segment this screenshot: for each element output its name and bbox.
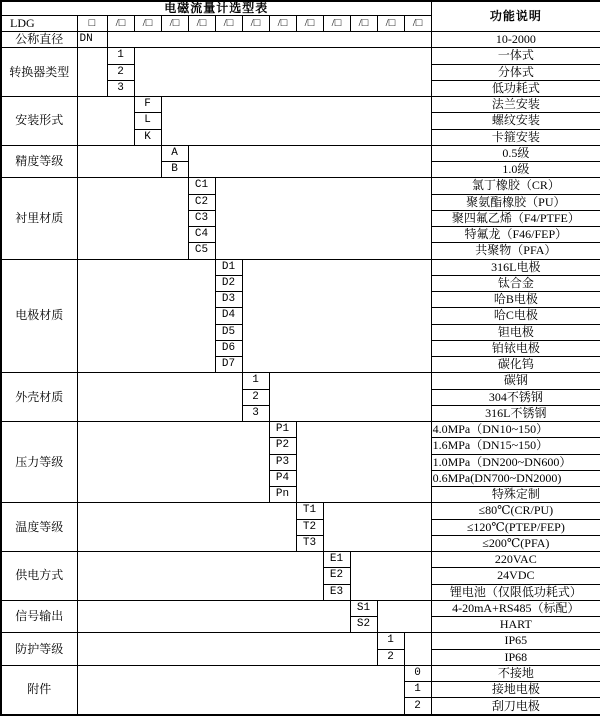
description-cell: HART	[431, 617, 600, 633]
code-cell: A	[161, 145, 188, 161]
code-slot: /□	[350, 16, 377, 32]
blank-area	[377, 600, 431, 633]
code-slot: /□	[161, 16, 188, 32]
code-slot: /□	[134, 16, 161, 32]
blank-area	[242, 259, 431, 373]
code-cell: 1	[377, 633, 404, 649]
code-cell: P3	[269, 454, 296, 470]
code-cell: B	[161, 162, 188, 178]
section-label: 精度等级	[1, 145, 77, 178]
description-cell: 碳钢	[431, 373, 600, 389]
description-cell: 法兰安装	[431, 97, 600, 113]
description-cell: 螺纹安装	[431, 113, 600, 129]
blank-area	[188, 145, 431, 178]
blank-area	[77, 633, 377, 666]
section-label: 转换器类型	[1, 48, 77, 97]
description-cell: 分体式	[431, 64, 600, 80]
description-cell: 低功耗式	[431, 80, 600, 96]
description-cell: 316L不锈钢	[431, 405, 600, 421]
code-slot: /□	[377, 16, 404, 32]
code-cell: C3	[188, 210, 215, 226]
code-cell: C4	[188, 227, 215, 243]
blank-area	[77, 178, 188, 259]
blank-area	[77, 145, 161, 178]
code-cell: D3	[215, 292, 242, 308]
blank-area	[107, 32, 431, 48]
code-cell: E3	[323, 584, 350, 600]
blank-area	[77, 48, 107, 97]
blank-area	[323, 503, 431, 552]
code-slot: /□	[242, 16, 269, 32]
description-cell: 聚氨酯橡胶（PU）	[431, 194, 600, 210]
code-slot: /□	[296, 16, 323, 32]
blank-area	[77, 600, 350, 633]
code-cell: S1	[350, 600, 377, 616]
section-label: 信号输出	[1, 600, 77, 633]
code-slot: /□	[107, 16, 134, 32]
code-cell: E1	[323, 552, 350, 568]
description-cell: 接地电极	[431, 682, 600, 698]
code-cell: F	[134, 97, 161, 113]
section-label: 温度等级	[1, 503, 77, 552]
description-cell: 卡箍安装	[431, 129, 600, 145]
table-title: 电磁流量计选型表	[1, 1, 431, 16]
code-cell: S2	[350, 617, 377, 633]
code-slot: /□	[269, 16, 296, 32]
base-code-slot: □	[77, 16, 107, 32]
description-cell: 刮刀电极	[431, 698, 600, 715]
description-cell: 304不锈钢	[431, 389, 600, 405]
section-label: 外壳材质	[1, 373, 77, 422]
code-cell: D7	[215, 357, 242, 373]
code-cell: C2	[188, 194, 215, 210]
description-cell: 24VDC	[431, 568, 600, 584]
code-cell: C1	[188, 178, 215, 194]
blank-area	[77, 97, 134, 146]
code-cell: 2	[107, 64, 134, 80]
blank-area	[77, 259, 215, 373]
code-cell: L	[134, 113, 161, 129]
code-cell: 2	[404, 698, 431, 715]
code-cell: P4	[269, 470, 296, 486]
description-cell: 特氟龙（F46/FEP）	[431, 227, 600, 243]
function-column-header: 功能说明	[431, 1, 600, 32]
description-cell: 10-2000	[431, 32, 600, 48]
blank-area	[296, 422, 431, 503]
blank-area	[77, 373, 242, 422]
description-cell: 1.6MPa（DN15~150）	[431, 438, 600, 454]
description-cell: 聚四氟乙烯（F4/PTFE）	[431, 210, 600, 226]
section-label: 安装形式	[1, 97, 77, 146]
section-label: 防护等级	[1, 633, 77, 666]
section-label: 衬里材质	[1, 178, 77, 259]
description-cell: 哈C电极	[431, 308, 600, 324]
section-label: 压力等级	[1, 422, 77, 503]
code-cell: 2	[242, 389, 269, 405]
code-cell: 1	[242, 373, 269, 389]
code-cell: P2	[269, 438, 296, 454]
code-cell: 0	[404, 665, 431, 681]
description-cell: 锂电池（仅限低功耗式）	[431, 584, 600, 600]
code-cell: 3	[107, 80, 134, 96]
description-cell: 4-20mA+RS485（标配）	[431, 600, 600, 616]
code-cell: DN	[77, 32, 107, 48]
code-cell: C5	[188, 243, 215, 259]
description-cell: 220VAC	[431, 552, 600, 568]
code-slot: /□	[323, 16, 350, 32]
description-cell: 氯丁橡胶（CR）	[431, 178, 600, 194]
description-cell: ≤80℃(CR/PU)	[431, 503, 600, 519]
description-cell: 哈B电极	[431, 292, 600, 308]
section-label: 电极材质	[1, 259, 77, 373]
code-cell: 3	[242, 405, 269, 421]
section-label: 公称直径	[1, 32, 77, 48]
code-slot: /□	[188, 16, 215, 32]
description-cell: 共聚物（PFA）	[431, 243, 600, 259]
section-label: 附件	[1, 665, 77, 715]
description-cell: 不接地	[431, 665, 600, 681]
description-cell: ≤120℃(PTEP/FEP)	[431, 519, 600, 535]
code-cell: 1	[107, 48, 134, 64]
description-cell: IP68	[431, 649, 600, 665]
code-slot: /□	[404, 16, 431, 32]
description-cell: IP65	[431, 633, 600, 649]
model-prefix: LDG	[1, 16, 77, 32]
description-cell: 铂铱电极	[431, 340, 600, 356]
description-cell: 钽电极	[431, 324, 600, 340]
description-cell: 钛合金	[431, 275, 600, 291]
blank-area	[350, 552, 431, 601]
code-cell: 1	[404, 682, 431, 698]
code-cell: E2	[323, 568, 350, 584]
code-cell: D5	[215, 324, 242, 340]
code-cell: K	[134, 129, 161, 145]
blank-area	[269, 373, 431, 422]
blank-area	[215, 178, 431, 259]
code-cell: Pn	[269, 487, 296, 503]
blank-area	[77, 503, 296, 552]
blank-area	[134, 48, 431, 97]
code-cell: P1	[269, 422, 296, 438]
description-cell: 碳化钨	[431, 357, 600, 373]
description-cell: 特殊定制	[431, 487, 600, 503]
code-cell: D6	[215, 340, 242, 356]
code-cell: D1	[215, 259, 242, 275]
description-cell: 0.6MPa(DN700~DN2000)	[431, 470, 600, 486]
code-cell: D2	[215, 275, 242, 291]
description-cell: 0.5级	[431, 145, 600, 161]
description-cell: 4.0MPa（DN10~150）	[431, 422, 600, 438]
description-cell: 一体式	[431, 48, 600, 64]
blank-area	[77, 552, 323, 601]
description-cell: 1.0MPa（DN200~DN600）	[431, 454, 600, 470]
section-label: 供电方式	[1, 552, 77, 601]
code-cell: T1	[296, 503, 323, 519]
blank-area	[77, 422, 269, 503]
blank-area	[77, 665, 404, 715]
blank-area	[404, 633, 431, 666]
blank-area	[161, 97, 431, 146]
code-cell: D4	[215, 308, 242, 324]
description-cell: ≤200℃(PFA)	[431, 535, 600, 551]
description-cell: 316L电极	[431, 259, 600, 275]
description-cell: 1.0级	[431, 162, 600, 178]
code-cell: T2	[296, 519, 323, 535]
code-slot: /□	[215, 16, 242, 32]
code-cell: T3	[296, 535, 323, 551]
code-cell: 2	[377, 649, 404, 665]
